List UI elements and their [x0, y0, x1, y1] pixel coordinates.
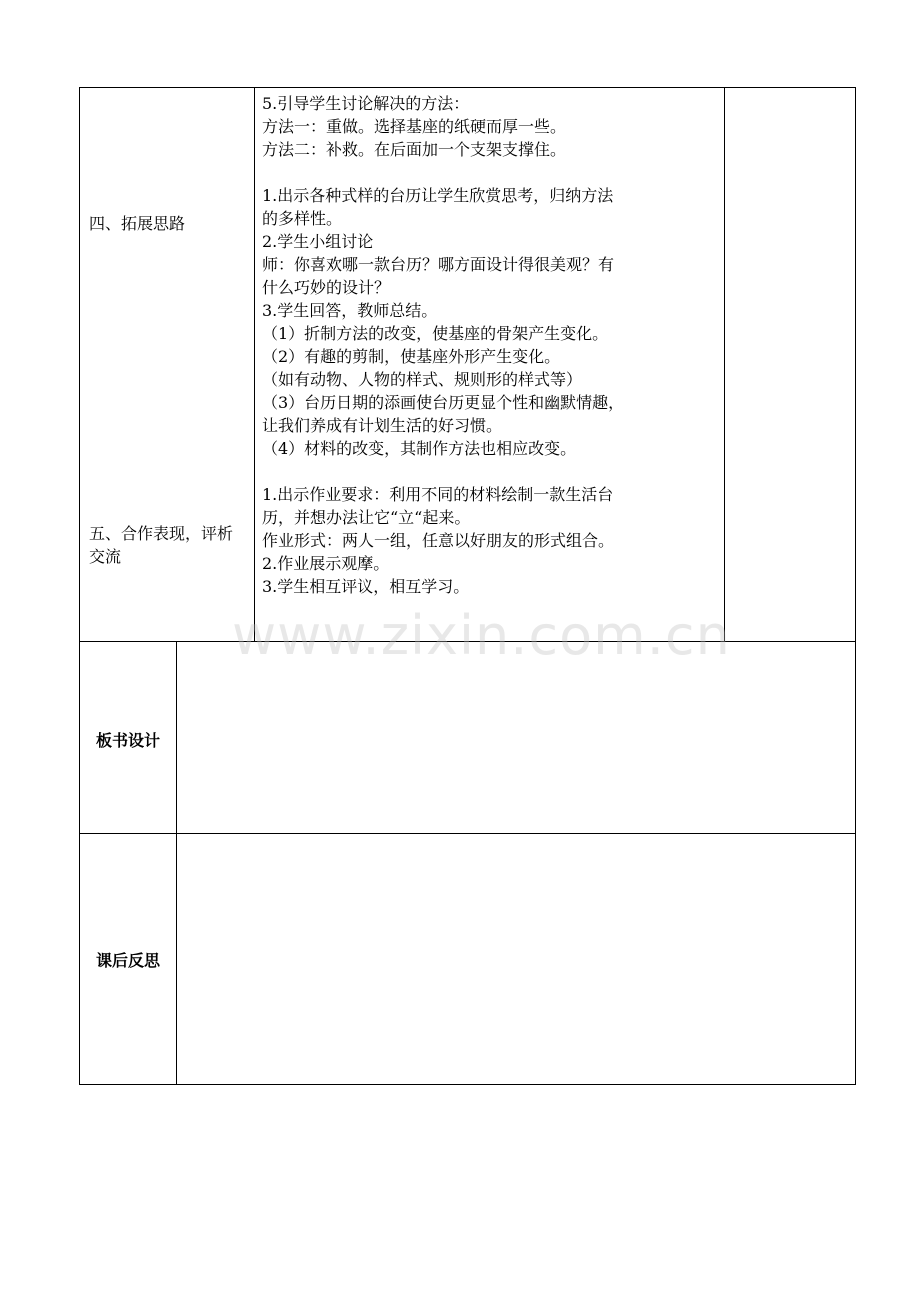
content-line: 的多样性。: [262, 209, 343, 228]
content-line: 2.学生小组讨论: [262, 232, 374, 251]
blank-line: [262, 161, 717, 184]
section-label-cooperation: [89, 522, 249, 568]
section-label-line: 交流: [89, 547, 122, 566]
content-line: 方法二：补救。在后面加一个支架支撑住。: [262, 140, 567, 159]
column-divider: [176, 642, 177, 833]
content-line: 什么巧妙的设计？: [262, 278, 391, 297]
content-line: 1.出示各种式样的台历让学生欣赏思考，归纳方法: [262, 186, 614, 205]
content-line: （4）材料的改变，其制作方法也相应改变。: [262, 439, 577, 458]
watermark-text: www.zixin.com.cn: [232, 604, 731, 667]
content-line: （如有动物、人物的样式、规则形的样式等）: [262, 370, 583, 389]
lesson-steps-table: [79, 87, 856, 642]
content-line: 历，并想办法让它“立“起来。: [262, 508, 471, 527]
content-line: 让我们养成有计划生活的好习惯。: [262, 416, 503, 435]
content-line: 方法一：重做。选择基座的纸硬而厚一些。: [262, 117, 567, 136]
section-label-line: 五、合作表现，评析: [89, 524, 234, 543]
content-line: （3）台历日期的添画使台历更显个性和幽默情趣，: [262, 393, 625, 412]
content-line: （1）折制方法的改变，使基座的骨架产生变化。: [262, 324, 609, 343]
column-divider: [724, 88, 725, 641]
column-divider: [176, 834, 177, 1084]
content-line: 作业形式：两人一组，任意以好朋友的形式组合。: [262, 531, 615, 550]
content-line: 2.作业展示观摩。: [262, 554, 390, 573]
content-line: 5.引导学生讨论解决的方法：: [262, 94, 470, 113]
board-design-label: 板书设计: [95, 731, 160, 750]
content-line: 1.出示作业要求：利用不同的材料绘制一款生活台: [262, 485, 614, 504]
content-line: 3.学生相互评议，相互学习。: [262, 577, 470, 596]
blank-line: [262, 460, 717, 483]
content-line: 师：你喜欢哪一款台历？哪方面设计得很美观？有: [262, 255, 615, 274]
content-line: （2）有趣的剪制，使基座外形产生变化。: [262, 347, 561, 366]
reflection-label: 课后反思: [95, 951, 160, 970]
content-line: 3.学生回答，教师总结。: [262, 301, 438, 320]
board-design-table: [79, 641, 856, 834]
column-divider: [254, 88, 255, 641]
section-label-expand-thinking: 四、拓展思路: [89, 214, 186, 233]
teaching-content: [262, 92, 717, 598]
reflection-table: [79, 833, 856, 1085]
